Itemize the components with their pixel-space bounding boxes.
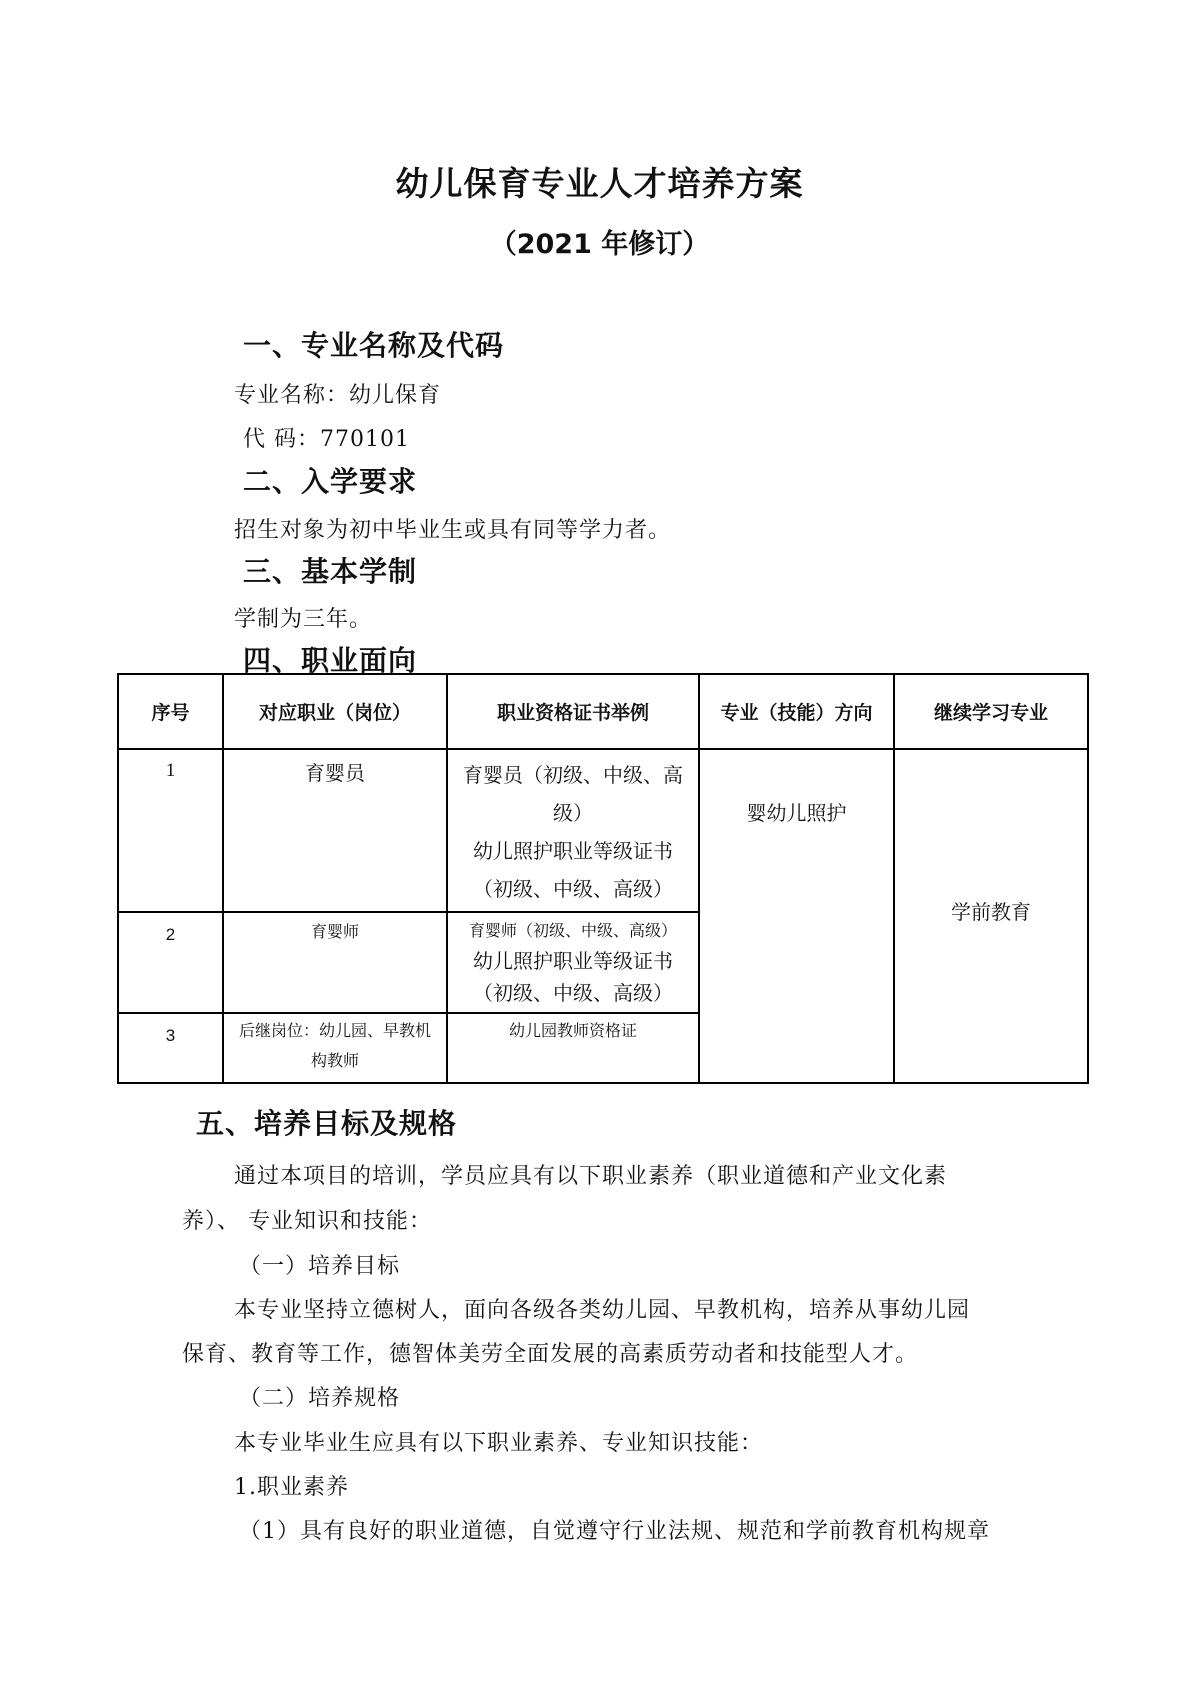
header-cell-job: 对应职业（岗位） xyxy=(223,674,447,749)
job-name: 育婴师 xyxy=(310,922,359,941)
row-number-cell xyxy=(118,912,223,1013)
career-table xyxy=(117,673,1089,1084)
row-number: 1 xyxy=(165,760,176,781)
further-study-cell xyxy=(894,749,1088,1083)
table-header-row xyxy=(118,674,1088,749)
header-cell-cert: 职业资格证书举例 xyxy=(447,674,699,749)
cert-cell xyxy=(447,1013,699,1083)
header-cell-further: 继续学习专业 xyxy=(894,674,1088,749)
job-name: 育婴员 xyxy=(305,761,365,785)
document-subtitle: （2021 年修订） xyxy=(489,229,710,260)
goals-text-line: 保育、教育等工作，德智体美劳全面发展的高素质劳动者和技能型人才。 xyxy=(182,1342,919,1367)
job-cell xyxy=(223,1013,447,1083)
header-cell-direction: 专业（技能）方向 xyxy=(699,674,894,749)
goals-text-line: 本专业坚持立德树人，面向各级各类幼儿园、早教机构，培养从事幼儿园 xyxy=(234,1298,971,1323)
cert-line: 幼儿园教师资格证 xyxy=(508,1021,637,1040)
row-number-cell xyxy=(118,749,223,912)
objectives-intro-line: 养）、 专业知识和技能： xyxy=(182,1209,432,1234)
section-heading-major: 一、专业名称及代码 xyxy=(243,329,505,362)
cert-cell xyxy=(447,749,699,912)
major-code-line: 代 码：770101 xyxy=(243,427,410,452)
job-name: 后继岗位：幼儿园、早教机 xyxy=(238,1021,431,1040)
section-heading-duration: 三、基本学制 xyxy=(243,555,418,588)
document-title: 幼儿保育专业人才培养方案 xyxy=(395,164,804,203)
header-cell-no: 序号 xyxy=(118,674,223,749)
direction-text: 婴幼儿照护 xyxy=(746,801,847,825)
cert-line: 育婴师（初级、中级、高级） xyxy=(468,921,677,940)
section-heading-career: 四、职业面向 xyxy=(243,644,418,677)
cert-line: 育婴员（初级、中级、高 xyxy=(463,763,683,787)
job-cell xyxy=(223,912,447,1013)
subheading-goals: （一）培养目标 xyxy=(239,1254,401,1279)
section-heading-objectives: 五、培养目标及规格 xyxy=(196,1107,458,1140)
list-item-heading: 1.职业素养 xyxy=(234,1475,349,1500)
objectives-intro-line: 通过本项目的培训，学员应具有以下职业素养（职业道德和产业文化素 xyxy=(234,1164,948,1189)
direction-cell xyxy=(699,749,894,1083)
cert-cell xyxy=(447,912,699,1013)
cert-line: 级） xyxy=(553,801,593,825)
table-row xyxy=(118,749,1088,912)
further-study-text: 学前教育 xyxy=(951,900,1031,924)
cert-line: 幼儿照护职业等级证书 xyxy=(473,949,673,973)
duration-text: 学制为三年。 xyxy=(234,607,373,632)
cert-line: （初级、中级、高级） xyxy=(473,981,673,1005)
major-name-line: 专业名称：幼儿保育 xyxy=(234,383,442,408)
subheading-specs: （二）培养规格 xyxy=(239,1386,401,1411)
row-number: 2 xyxy=(165,925,176,944)
specs-intro-text: 本专业毕业生应具有以下职业素养、专业知识技能： xyxy=(234,1431,764,1456)
row-number: 3 xyxy=(165,1026,176,1045)
admission-text: 招生对象为初中毕业生或具有同等学力者。 xyxy=(234,518,672,543)
row-number-cell xyxy=(118,1013,223,1083)
list-item: （1）具有良好的职业道德，自觉遵守行业法规、规范和学前教育机构规章 xyxy=(239,1519,990,1544)
cert-line: （初级、中级、高级） xyxy=(473,877,673,901)
job-name: 构教师 xyxy=(310,1051,359,1070)
section-heading-admission: 二、入学要求 xyxy=(243,465,418,498)
job-cell xyxy=(223,749,447,912)
cert-line: 幼儿照护职业等级证书 xyxy=(473,839,673,863)
